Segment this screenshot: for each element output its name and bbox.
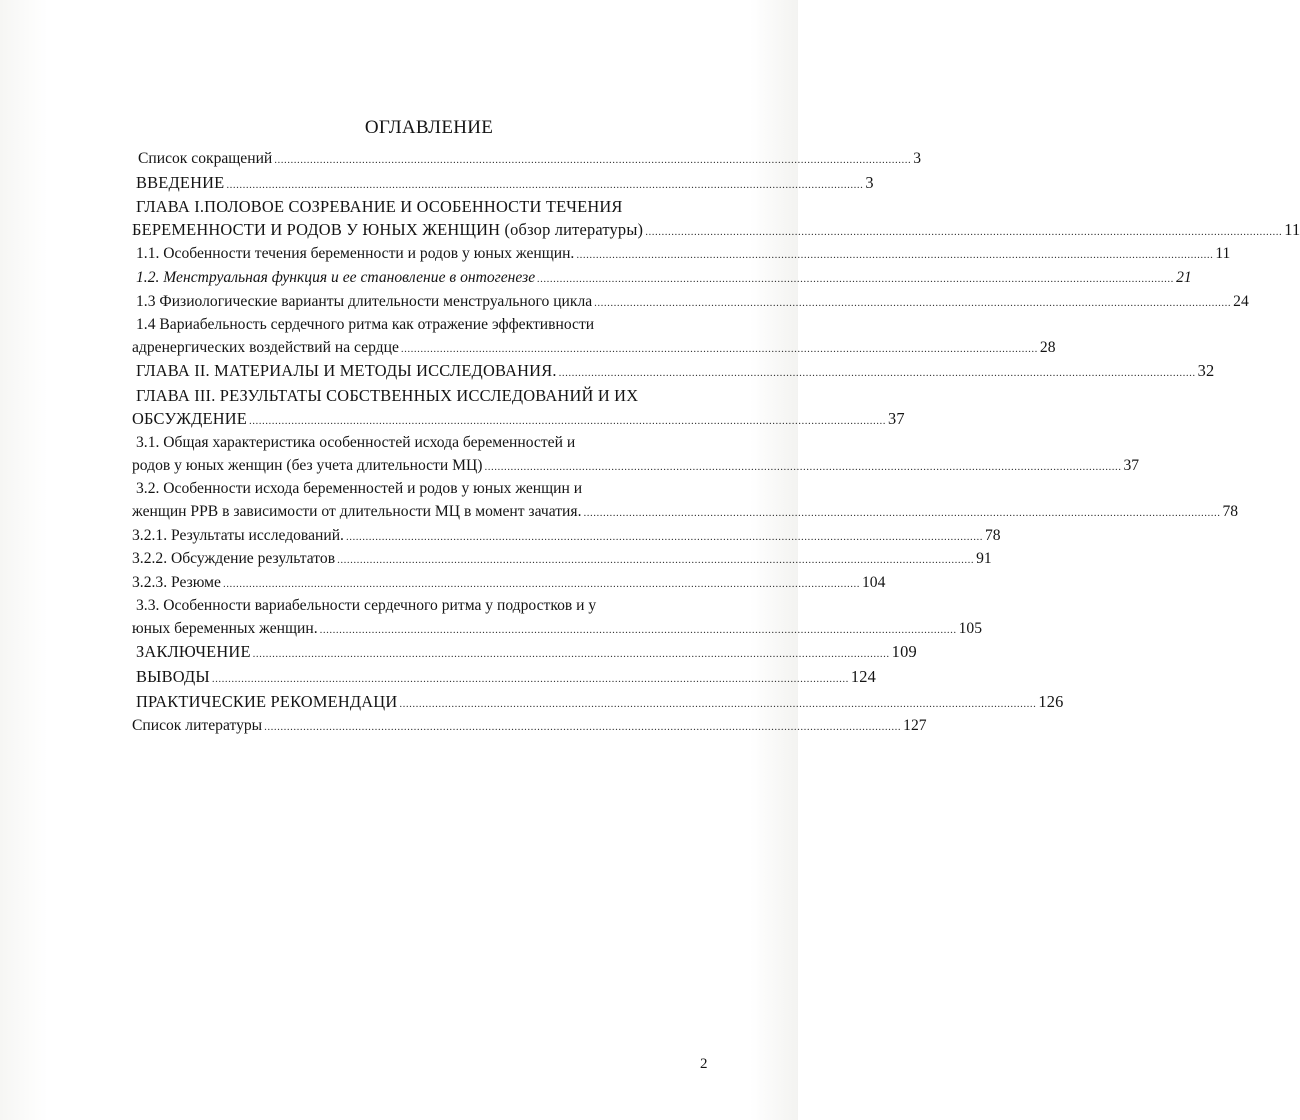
toc-entry-3-2-2[interactable]	[132, 548, 992, 572]
toc-entry-title-continued: ОБСУЖДЕНИЕ	[132, 408, 248, 428]
toc-leader-dots: ....................................................................................................................................................................................................	[594, 296, 1232, 309]
toc-leader-dots: ....................................................................................................................................................................................................	[345, 530, 983, 543]
toc-leader-dots: ....................................................................................................................................................................................................	[319, 623, 957, 636]
toc-leader-dots: ....................................................................................................................................................................................................	[400, 342, 1038, 355]
toc-entry-title: ГЛАВА III. РЕЗУЛЬТАТЫ СОБСТВЕННЫХ ИССЛЕДОВАНИЙ И ИХ	[136, 385, 639, 405]
toc-entry-page: 21	[1176, 268, 1192, 286]
toc-entry-title: 3.3. Особенности вариабельности сердечного ритма у подростков и у	[136, 597, 597, 615]
toc-entry-page: 37	[1123, 456, 1140, 474]
toc-leader-dots: ....................................................................................................................................................................................................	[537, 272, 1175, 285]
toc-leader-dots: ....................................................................................................................................................................................................	[337, 554, 975, 567]
toc-leader-dots: ....................................................................................................................................................................................................	[252, 648, 890, 661]
toc-title: ОГЛАВЛЕНИЕ	[364, 117, 494, 138]
toc-entry-title: Список сокращений	[138, 150, 273, 167]
toc-entry-page: 32	[1197, 361, 1215, 381]
toc-leader-dots: ....................................................................................................................................................................................................	[576, 249, 1214, 262]
toc-leader-dots: ....................................................................................................................................................................................................	[583, 506, 1221, 519]
toc-entry-page: 127	[903, 717, 927, 735]
toc-entry-1-4[interactable]	[132, 314, 1056, 360]
toc-entry-chapter-1[interactable]	[132, 196, 1300, 243]
toc-entry-title-continued: женщин РРВ в зависимости от длительности МЦ в момент зачатия.	[132, 502, 582, 520]
toc-entry-3-2[interactable]	[132, 478, 1239, 524]
toc-entry-3-3[interactable]	[132, 595, 983, 641]
toc-entry-page: 28	[1039, 338, 1056, 356]
toc-entry-chapter-2[interactable]	[136, 360, 1215, 385]
toc-entry-page: 124	[850, 667, 877, 687]
toc-entry-title: ЗАКЛЮЧЕНИЕ	[136, 642, 251, 662]
toc-entry-references[interactable]	[132, 715, 927, 739]
toc-entry-page: 3	[865, 172, 874, 192]
toc-entry-title: 1.2. Менструальная функция и ее становление в онтогенезе	[136, 268, 536, 286]
toc-entry-title-continued: родов у юных женщин (без учета длительности МЦ)	[132, 456, 483, 474]
toc-entry-page: 105	[958, 619, 983, 637]
toc-entry-title: 3.2.1. Результаты исследований.	[132, 526, 344, 544]
toc-leader-dots: ....................................................................................................................................................................................................	[558, 367, 1196, 380]
toc-leader-dots: ....................................................................................................................................................................................................	[226, 178, 864, 191]
toc-entry-page: 78	[984, 526, 1001, 544]
toc-entry-title-continued: адренергических воздействий на сердце	[132, 338, 399, 356]
toc-leader-dots: ....................................................................................................................................................................................................	[399, 697, 1037, 710]
toc-entry-3-1[interactable]	[132, 432, 1140, 478]
toc-leader-dots: ....................................................................................................................................................................................................	[222, 577, 860, 590]
toc-entry-title: ВВЕДЕНИЕ	[136, 172, 225, 192]
toc-entry-title: 1.3 Физиологические варианты длительности менструального цикла	[136, 292, 593, 310]
toc-entry-1-3[interactable]	[136, 291, 1249, 315]
toc-entry-3-2-1[interactable]	[132, 525, 1001, 549]
table-of-contents	[132, 148, 1300, 739]
toc-entry-title: 3.2.2. Обсуждение результатов	[132, 550, 336, 568]
toc-entry-title: Список литературы	[132, 717, 263, 735]
toc-entry-title-continued: юных беременных женщин.	[132, 619, 318, 637]
toc-entry-title: 3.2. Особенности исхода беременностей и родов у юных женщин и	[136, 480, 583, 498]
toc-leader-dots: ....................................................................................................................................................................................................	[249, 414, 887, 427]
toc-entry-page: 37	[888, 408, 905, 428]
toc-entry-page: 91	[976, 550, 992, 568]
toc-entry-page: 24	[1233, 292, 1249, 310]
toc-entry-conclusion[interactable]	[136, 641, 917, 666]
toc-entry-page: 104	[861, 573, 886, 591]
toc-entry-page: 11	[1284, 219, 1300, 239]
toc-entry-3-2-3[interactable]	[132, 572, 886, 596]
toc-entry-page: 11	[1215, 245, 1231, 263]
toc-entry-page: 3	[913, 150, 922, 167]
toc-entry-title: ПРАКТИЧЕСКИЕ РЕКОМЕНДАЦИ	[136, 691, 398, 711]
toc-leader-dots: ....................................................................................................................................................................................................	[484, 460, 1122, 473]
toc-entry-1-1[interactable]	[136, 243, 1231, 267]
toc-entry-page: 78	[1222, 502, 1239, 520]
toc-entry-title: 3.2.3. Резюме	[132, 573, 221, 591]
toc-leader-dots: ....................................................................................................................................................................................................	[211, 673, 849, 686]
toc-entry-title: 1.1. Особенности течения беременности и родов у юных женщин.	[136, 245, 575, 263]
toc-entry-title: ГЛАВА I.ПОЛОВОЕ СОЗРЕВАНИЕ И ОСОБЕННОСТИ ТЕЧЕНИЯ	[136, 197, 623, 217]
toc-entry-page: 109	[891, 642, 917, 662]
toc-entry-findings[interactable]	[136, 666, 877, 691]
toc-entry-title: 3.1. Общая характеристика особенностей исхода беременностей и	[136, 434, 576, 452]
toc-entry-title: ГЛАВА II. МАТЕРИАЛЫ И МЕТОДЫ ИССЛЕДОВАНИЯ.	[136, 361, 557, 381]
toc-entry-title: ВЫВОДЫ	[136, 667, 210, 687]
toc-entry-1-2[interactable]	[136, 267, 1192, 291]
toc-entry-introduction[interactable]	[136, 172, 874, 197]
page-number: 2	[700, 1056, 708, 1072]
toc-leader-dots: ....................................................................................................................................................................................................	[274, 154, 912, 166]
toc-entry-title: 1.4 Вариабельность сердечного ритма как отражение эффективности	[136, 316, 595, 334]
toc-entry-title-continued: БЕРЕМЕННОСТИ И РОДОВ У ЮНЫХ ЖЕНЩИН (обзор литературы)	[132, 219, 644, 239]
toc-entry-abbreviations[interactable]	[138, 148, 922, 172]
toc-leader-dots: ....................................................................................................................................................................................................	[264, 721, 902, 734]
toc-leader-dots: ....................................................................................................................................................................................................	[645, 225, 1283, 238]
toc-entry-page: 126	[1038, 691, 1064, 711]
toc-entry-chapter-3[interactable]	[132, 385, 905, 432]
toc-entry-recommendations[interactable]	[136, 691, 1064, 716]
